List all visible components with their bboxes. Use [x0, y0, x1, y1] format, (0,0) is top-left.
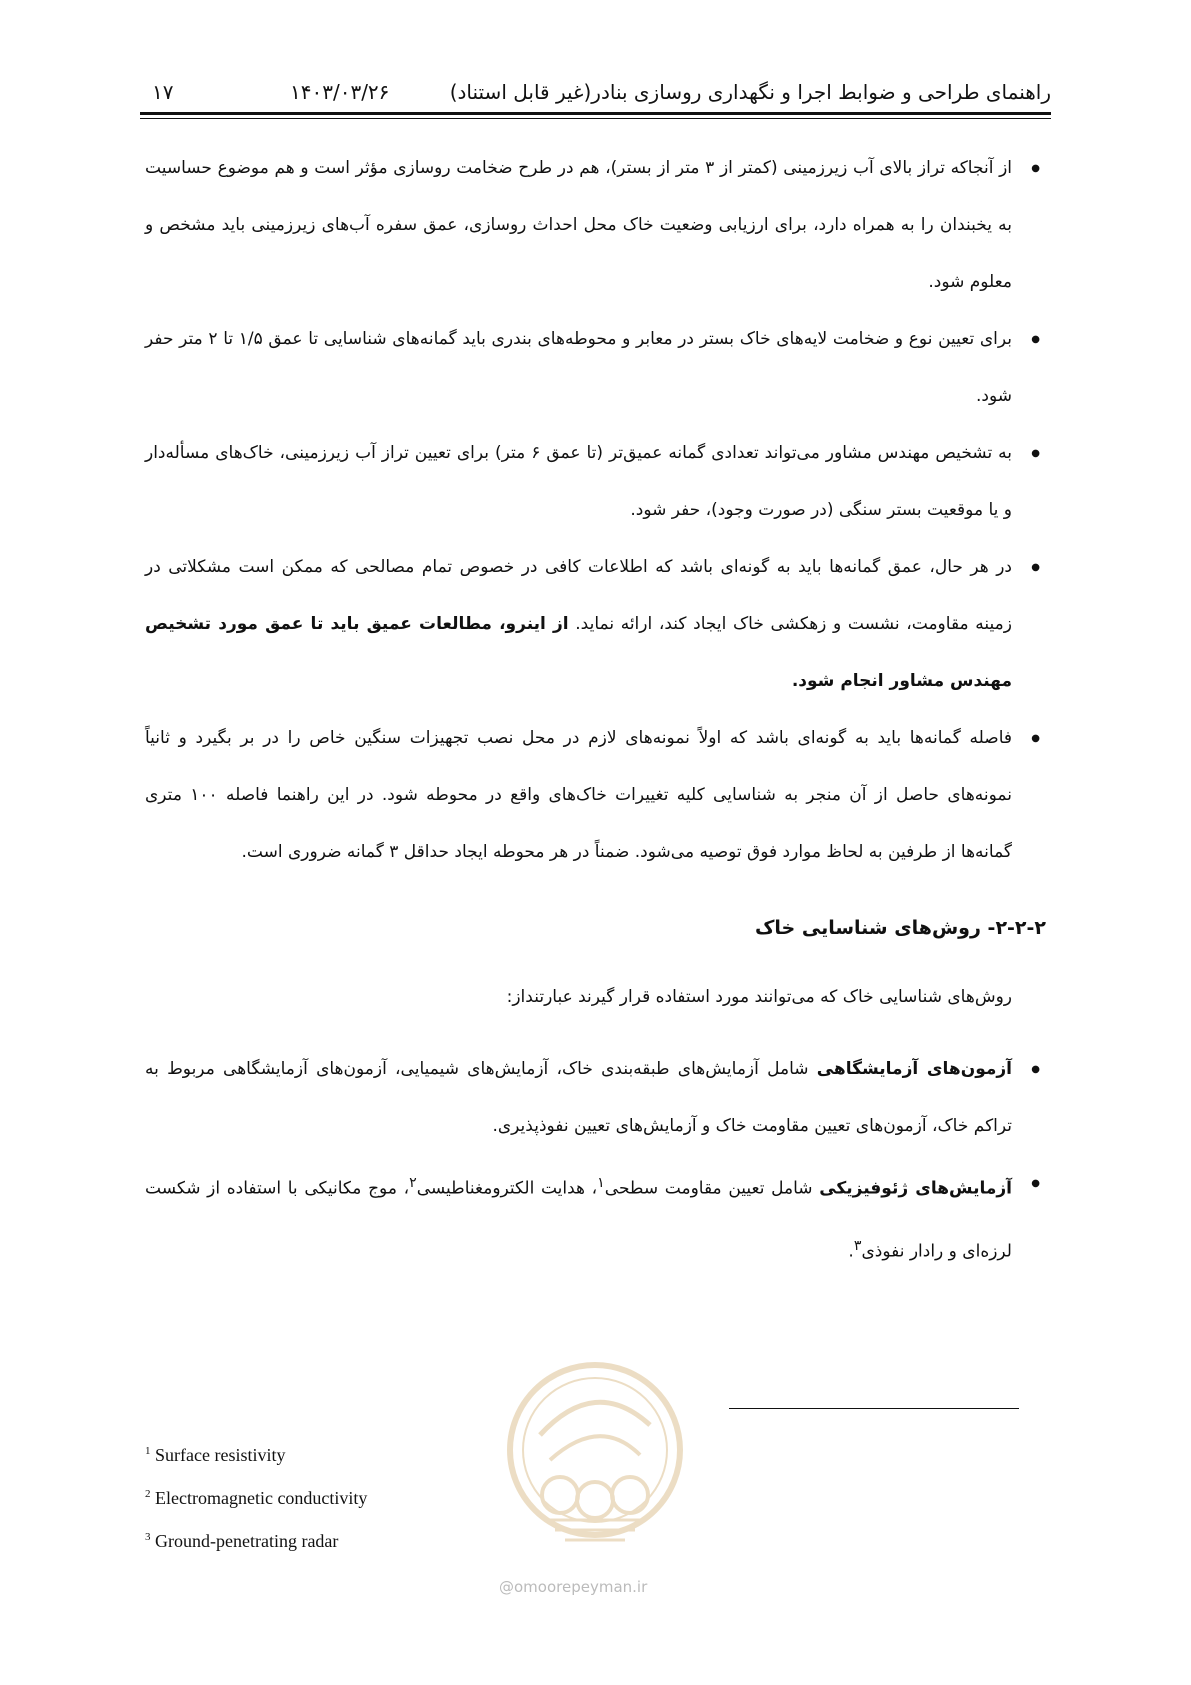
footnote-item: $^3$ Ground-penetrating radar	[145, 1531, 339, 1551]
method-label: آزمایش‌های ژئوفیزیکی	[819, 1178, 1012, 1199]
bullet-list-methods	[145, 1041, 1046, 1280]
footnote-divider	[729, 1408, 1019, 1409]
list-item: ● به تشخیص مهندس مشاور می‌تواند تعدادی گمانه عمیق‌تر (تا عمق ۶ متر) برای تعیین تراز آب زیرزمینی، خاک‌های مسأله‌دار و یا موقعیت بستر سنگی (در صورت وجود)، حفر شود.	[145, 425, 1046, 539]
document-title: راهنمای طراحی و ضوابط اجرا و نگهداری روسازی بنادر(غیر قابل استناد)	[449, 80, 1051, 104]
watermark-logo-icon	[500, 1355, 690, 1595]
section-intro: روش‌های شناسایی خاک که می‌توانند مورد استفاده قرار گیرند عبارتنداز:	[506, 987, 1012, 1007]
header-rule-thick	[140, 112, 1051, 115]
footnote-ref[interactable]: ۱	[597, 1175, 605, 1191]
list-item: ● در هر حال، عمق گمانه‌ها باید به گونه‌ای باشد که اطلاعات کافی در خصوص تمام مصالحی که ممکن است مشکلاتی در زمینه مقاومت، نشست و زهکشی خاک ایجاد کند، ارائه نماید. از اینرو، مطالعات عمیق باید تا عمق مورد تشخیص مهندس مشاور انجام شود.	[145, 539, 1046, 710]
footnote-ref[interactable]: ۲	[409, 1175, 417, 1191]
header-rule-thin	[140, 118, 1051, 119]
footnote-item: $^2$ Electromagnetic conductivity	[145, 1488, 368, 1508]
section-number: ۲-۲-۲-	[987, 917, 1046, 939]
list-item: ● آزمایش‌های ژئوفیزیکی شامل تعیین مقاومت سطحی$^۱$، هدایت الکترومغناطیسی$^۲$، موج مکانیکی با استفاده از شکست لرزه‌ای و رادار نفوذی$^۳$.	[145, 1155, 1046, 1280]
page-body	[145, 140, 1046, 1280]
document-date: ۱۴۰۳/۰۳/۲۶	[290, 80, 390, 104]
footnote-item: $^1$ Surface resistivity	[145, 1445, 286, 1465]
page-header	[140, 72, 1051, 112]
list-item: ● فاصله گمانه‌ها باید به گونه‌ای باشد که اولاً نمونه‌های لازم در محل نصب تجهیزات سنگین خاص را در بر بگیرد و ثانیاً نمونه‌های حاصل از آن منجر به شناسایی کلیه تغییرات خاک‌های واقع در محوطه شود. در این راهنما فاصله ۱۰۰ متری گمانه‌ها از طرفین به لحاظ موارد فوق توصیه می‌شود. ضمناً در هر محوطه ایجاد حداقل ۳ گمانه ضروری است.	[145, 710, 1046, 881]
method-label: آزمون‌های آزمایشگاهی	[816, 1059, 1012, 1079]
list-item: ● آزمون‌های آزمایشگاهی شامل آزمایش‌های طبقه‌بندی خاک، آزمایش‌های شیمیایی، آزمون‌های آزمایشگاهی مربوط به تراکم خاک، آزمون‌های تعیین مقاومت خاک و آزمایش‌های تعیین نفوذپذیری.	[145, 1041, 1046, 1155]
footnotes	[145, 1432, 367, 1561]
list-item: ● از آنجاکه تراز بالای آب زیرزمینی (کمتر از ۳ متر از بستر)، هم در طرح ضخامت روسازی مؤثر است و هم موضوع حساسیت به یخبندان را به همراه دارد، برای ارزیابی وضعیت خاک محل احداث روسازی، عمق سفره آب‌های زیرزمینی باید مشخص و معلوم شود.	[145, 140, 1046, 311]
section-title: روش‌های شناسایی خاک	[754, 917, 981, 939]
emphasis-text: از اینرو، مطالعات عمیق باید تا عمق مورد تشخیص مهندس مشاور انجام شود.	[145, 614, 1012, 691]
list-item: ● برای تعیین نوع و ضخامت لایه‌های خاک بستر در معابر و محوطه‌های بندری باید گمانه‌های شناسایی تا عمق ۱/۵ تا ۲ متر حفر شود.	[145, 311, 1046, 425]
footnote-ref[interactable]: ۳	[853, 1237, 862, 1254]
page-number: ۱۷	[152, 80, 174, 104]
section-heading	[145, 903, 1046, 953]
bullet-list-requirements	[145, 140, 1046, 881]
watermark-site: @omoorepeyman.ir	[499, 1578, 648, 1596]
